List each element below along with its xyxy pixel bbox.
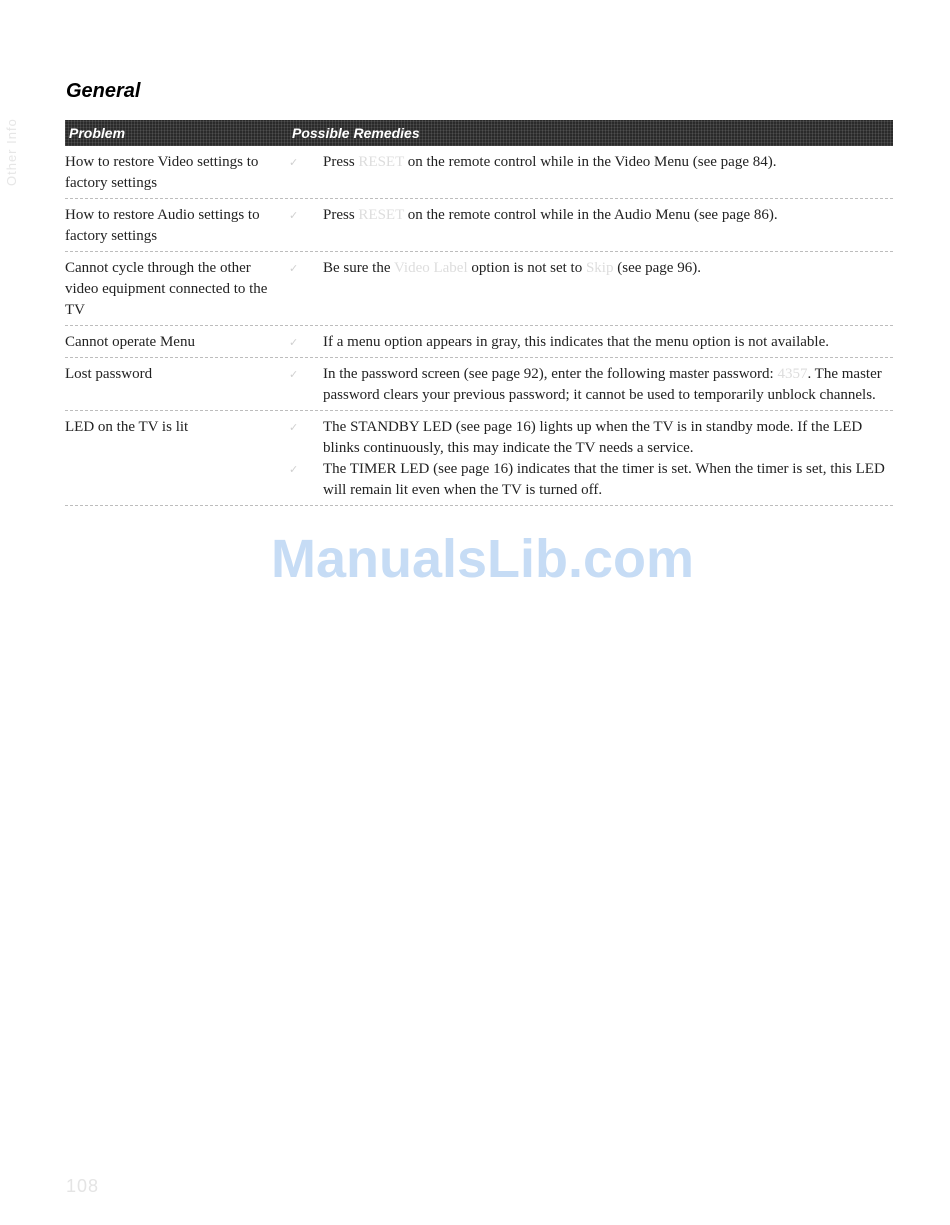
problem-cell: Cannot operate Menu	[65, 334, 195, 350]
remedy-item	[287, 205, 893, 226]
problem-cell: Lost password	[65, 366, 153, 382]
problem-cell: LED on the TV is lit	[65, 419, 189, 435]
checkbox-icon: ✓	[289, 262, 299, 275]
faint-label: RESET	[358, 154, 404, 170]
checkbox-icon: ✓	[289, 336, 299, 349]
page-number: 108	[66, 1176, 100, 1196]
checkbox-icon: ✓	[289, 368, 299, 381]
checkbox-icon: ✓	[289, 209, 299, 222]
remedy-text-part: Press	[323, 207, 359, 223]
remedy-text-part: on the remote control while in the Video Menu (see page 84).	[404, 154, 777, 170]
table-row	[65, 199, 893, 252]
faint-label: Skip	[585, 260, 614, 276]
remedy-text	[323, 205, 893, 226]
problem-cell: How to restore Video settings to factory settings	[65, 154, 259, 191]
remedy-text	[323, 258, 893, 279]
remedy-cell	[287, 152, 893, 194]
remedy-text-part: (see page 96).	[613, 260, 701, 276]
remedy-text-part: on the remote control while in the Audio Menu (see page 86).	[404, 207, 778, 223]
remedy-cell	[287, 258, 893, 321]
remedy-text-part: Press	[323, 154, 359, 170]
remedy-text-part: option is not set to	[467, 260, 586, 276]
remedy-cell	[287, 417, 893, 501]
remedy-text-part: If a menu option appears in gray, this indicates that the menu option is not available.	[323, 334, 829, 350]
problem-cell: How to restore Audio settings to factory settings	[65, 207, 260, 244]
remedy-text	[323, 417, 893, 459]
remedy-text-part: The TIMER LED (see page 16) indicates that the timer is set. When the timer is set, this LED will remain lit even when the TV is turned off.	[323, 461, 885, 498]
remedy-text-part: . The master password clears your previous password; it cannot be used to temporarily unblock channels.	[323, 366, 882, 403]
remedy-text-part: The STANDBY LED (see page 16) lights up when the TV is in standby mode. If the LED blinks continuously, this may indicate the TV needs a service.	[323, 419, 863, 456]
troubleshooting-table	[65, 120, 893, 506]
checkbox-icon: ✓	[289, 463, 299, 476]
faint-label: Video Label	[393, 260, 468, 276]
side-tab-label: Other Info	[4, 118, 19, 186]
watermark: ManualsLib.com	[270, 529, 695, 589]
table-row	[65, 326, 893, 358]
checkbox-icon: ✓	[289, 421, 299, 434]
remedy-item	[287, 459, 893, 501]
remedy-item	[287, 152, 893, 173]
header-problem: Problem	[69, 125, 126, 141]
remedy-item	[287, 417, 893, 459]
remedy-cell	[287, 205, 893, 247]
checkbox-icon: ✓	[289, 156, 299, 169]
table-body	[65, 146, 893, 506]
remedy-item	[287, 258, 893, 279]
remedy-item	[287, 332, 893, 353]
remedy-text-part: In the password screen (see page 92), enter the following master password:	[323, 366, 778, 382]
header-remedies: Possible Remedies	[292, 125, 420, 141]
remedy-cell	[287, 332, 893, 353]
remedy-text	[323, 364, 893, 406]
remedy-text	[323, 459, 893, 501]
faint-label: 4357	[777, 366, 808, 382]
table-header	[65, 120, 893, 146]
table-row	[65, 252, 893, 326]
table-row	[65, 411, 893, 506]
remedy-text	[323, 332, 893, 353]
remedy-text-part: Be sure the	[323, 260, 394, 276]
remedy-item	[287, 364, 893, 406]
remedy-cell	[287, 364, 893, 406]
table-row	[65, 146, 893, 199]
remedy-text	[323, 152, 893, 173]
faint-label: RESET	[358, 207, 404, 223]
table-row	[65, 358, 893, 411]
section-title: General	[66, 80, 141, 102]
problem-cell: Cannot cycle through the other video equipment connected to the TV	[65, 260, 268, 318]
